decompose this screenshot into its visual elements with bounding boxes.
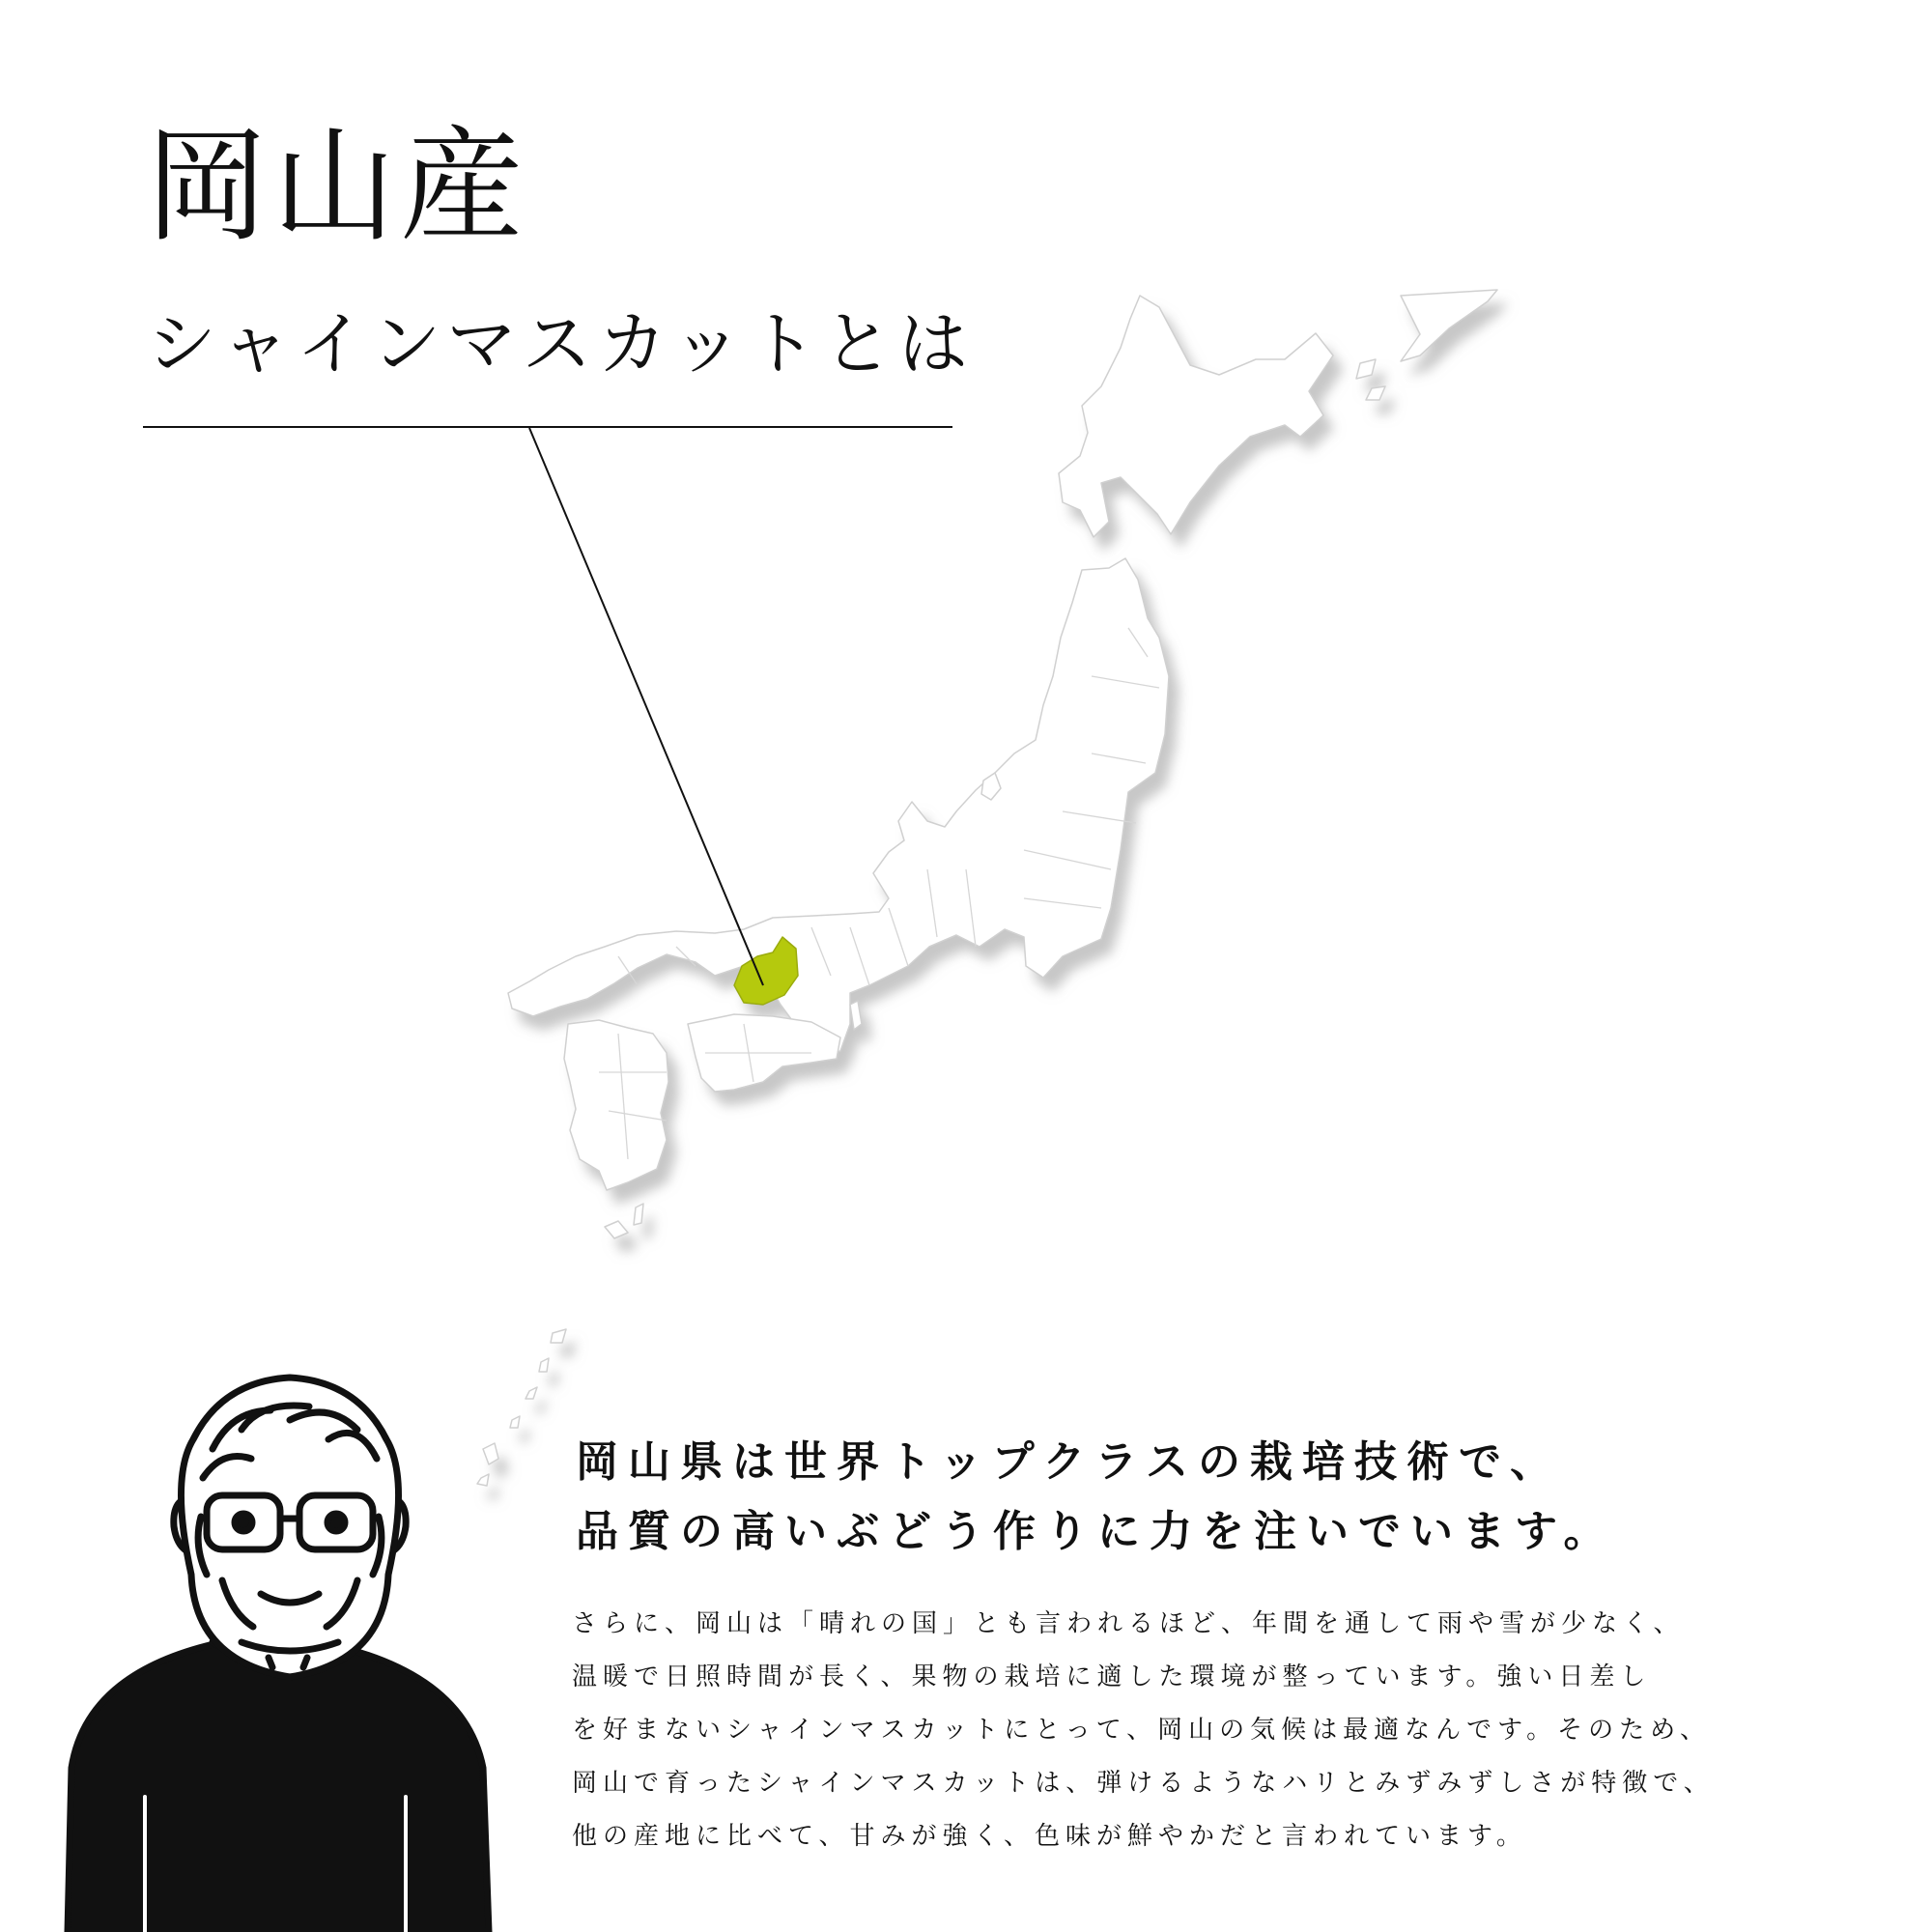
body-line: 岡山で育ったシャインマスカットは、弾けるようなハリとみずみずしさが特徴で、 (572, 1769, 1715, 1798)
awaji-island-shape (850, 1001, 862, 1030)
body-line: 他の産地に比べて、甘みが強く、色味が鮮やかだと言われています。 (572, 1822, 1527, 1851)
eye-right (327, 1514, 345, 1531)
farmer-illustration (0, 1352, 541, 1932)
hokkaido-shape (1059, 296, 1333, 537)
body-line: を好まないシャインマスカットにとって、岡山の気候は最適なんです。そのため、 (572, 1716, 1712, 1745)
headline-line: 岡山県は世界トップクラスの栽培技術で、 (576, 1437, 1563, 1487)
body-paragraph (572, 1598, 1715, 1863)
kurile-islands-shape (1356, 290, 1497, 400)
body-line: 温暖で日照時間が長く、果物の栽培に適した環境が整っています。強い日差し (572, 1662, 1652, 1691)
sweater-shape (68, 1642, 489, 1932)
honshu-shape (508, 558, 1169, 1055)
eye-left (235, 1514, 252, 1531)
body-line: さらに、岡山は「晴れの国」とも言われるほど、年間を通して雨や雪が少なく、 (572, 1609, 1685, 1638)
headline (576, 1428, 1615, 1567)
kyushu-shape (564, 1020, 668, 1190)
page-subtitle: シャインマスカットとは (147, 303, 974, 384)
leader-line (529, 428, 763, 985)
headline-line: 品質の高いぶどう作りに力を注いでいます。 (576, 1507, 1616, 1556)
page-title: 岡山産 (145, 115, 528, 259)
